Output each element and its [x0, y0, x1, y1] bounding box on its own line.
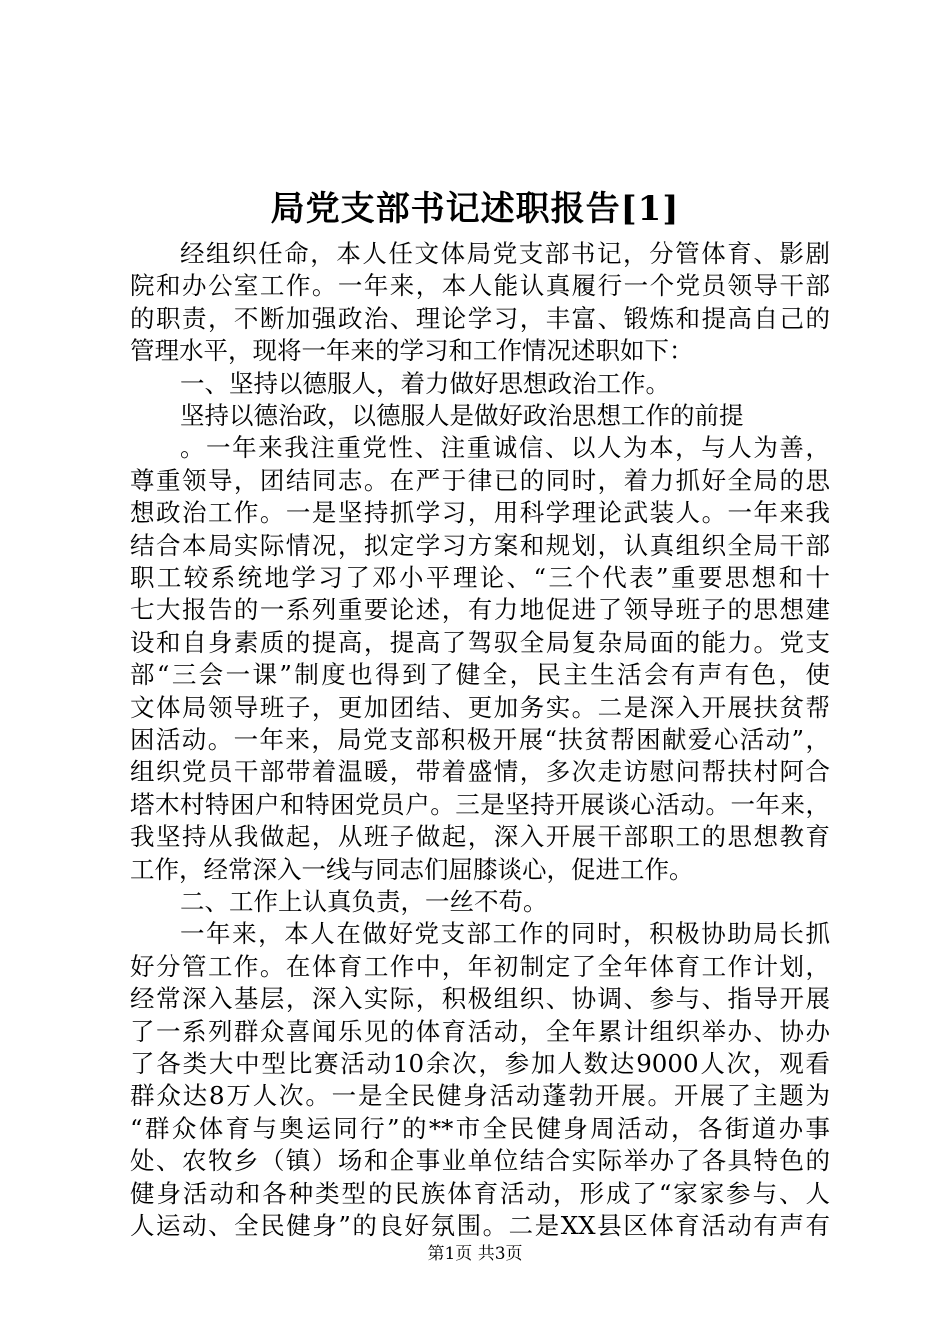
- paragraph-line: 困活动。一年来，局党支部积极开展“扶贫帮困献爱心活动”，: [130, 725, 830, 754]
- paragraph-line: 工作，经常深入一线与同志们屈膝谈心，促进工作。: [130, 854, 694, 884]
- paragraph-line: 了一系列群众喜闻乐见的体育活动，全年累计组织举办、协办: [130, 1016, 830, 1046]
- paragraph-line: 一年来，本人在做好党支部工作的同时，积极协助局长抓: [180, 919, 830, 949]
- paragraph-line: 的职责，不断加强政治、理论学习，丰富、锻炼和提高自己的: [130, 303, 830, 333]
- paragraph-line: 组织党员干部带着温暖，带着盛情，多次走访慰问帮扶村阿合: [130, 757, 830, 787]
- paragraph-line: 管理水平，现将一年来的学习和工作情况述职如下：: [130, 336, 694, 366]
- paragraph-line: 群众达8万人次。一是全民健身活动蓬勃开展。开展了主题为: [130, 1081, 830, 1111]
- paragraph-line: 结合本局实际情况，拟定学习方案和规划，认真组织全局干部: [130, 530, 830, 560]
- paragraph-line: 。一年来我注重党性、注重诚信、以人为本，与人为善，: [180, 433, 830, 463]
- paragraph-line: 尊重领导，团结同志。在严于律已的同时，着力抓好全局的思: [130, 465, 830, 495]
- paragraph-line: 部“三会一课”制度也得到了健全，民主生活会有声有色，使: [130, 660, 830, 690]
- paragraph-line: 院和办公室工作。一年来，本人能认真履行一个党员领导干部: [130, 271, 830, 301]
- paragraph-line: 人运动、全民健身”的良好氛围。二是XX县区体育活动有声有: [130, 1211, 830, 1240]
- paragraph-line: 七大报告的一系列重要论述，有力地促进了领导班子的思想建: [130, 595, 830, 625]
- paragraph-line: 了各类大中型比赛活动10余次，参加人数达9000人次，观看: [130, 1049, 830, 1078]
- paragraph-line: 文体局领导班子，更加团结、更加务实。二是深入开展扶贫帮: [130, 692, 830, 722]
- paragraph-line: 职工较系统地学习了邓小平理论、“三个代表”重要思想和十: [130, 563, 830, 592]
- paragraph-line: 想政治工作。一是坚持抓学习，用科学理论武装人。一年来我: [130, 498, 830, 528]
- paragraph-line: 坚持以德治政，以德服人是做好政治思想工作的前提: [180, 401, 744, 430]
- section-heading: 一、坚持以德服人，着力做好思想政治工作。: [180, 368, 670, 398]
- paragraph-line: 处、农牧乡（镇）场和企事业单位结合实际举办了各具特色的: [130, 1146, 830, 1176]
- paragraph-line: 我坚持从我做起，从班子做起，深入开展干部职工的思想教育: [130, 822, 830, 852]
- section-heading: 二、工作上认真负责，一丝不苟。: [180, 887, 548, 916]
- paragraph-line: 经组织任命，本人任文体局党支部书记，分管体育、影剧: [180, 239, 830, 268]
- page-number: 第1页 共3页: [427, 1244, 523, 1264]
- paragraph-line: 设和自身素质的提高，提高了驾驭全局复杂局面的能力。党支: [130, 627, 830, 657]
- paragraph-line: 塔木村特困户和特困党员户。三是坚持开展谈心活动。一年来，: [130, 789, 830, 819]
- paragraph-line: “群众体育与奥运同行”的**市全民健身周活动，各街道办事: [130, 1113, 830, 1143]
- paragraph-line: 经常深入基层，深入实际，积极组织、协调、参与、指导开展: [130, 984, 830, 1014]
- paragraph-line: 健身活动和各种类型的民族体育活动，形成了“家家参与、人: [130, 1178, 830, 1208]
- paragraph-line: 好分管工作。在体育工作中，年初制定了全年体育工作计划，: [130, 951, 830, 981]
- document-title: 局党支部书记述职报告[1]: [270, 189, 680, 229]
